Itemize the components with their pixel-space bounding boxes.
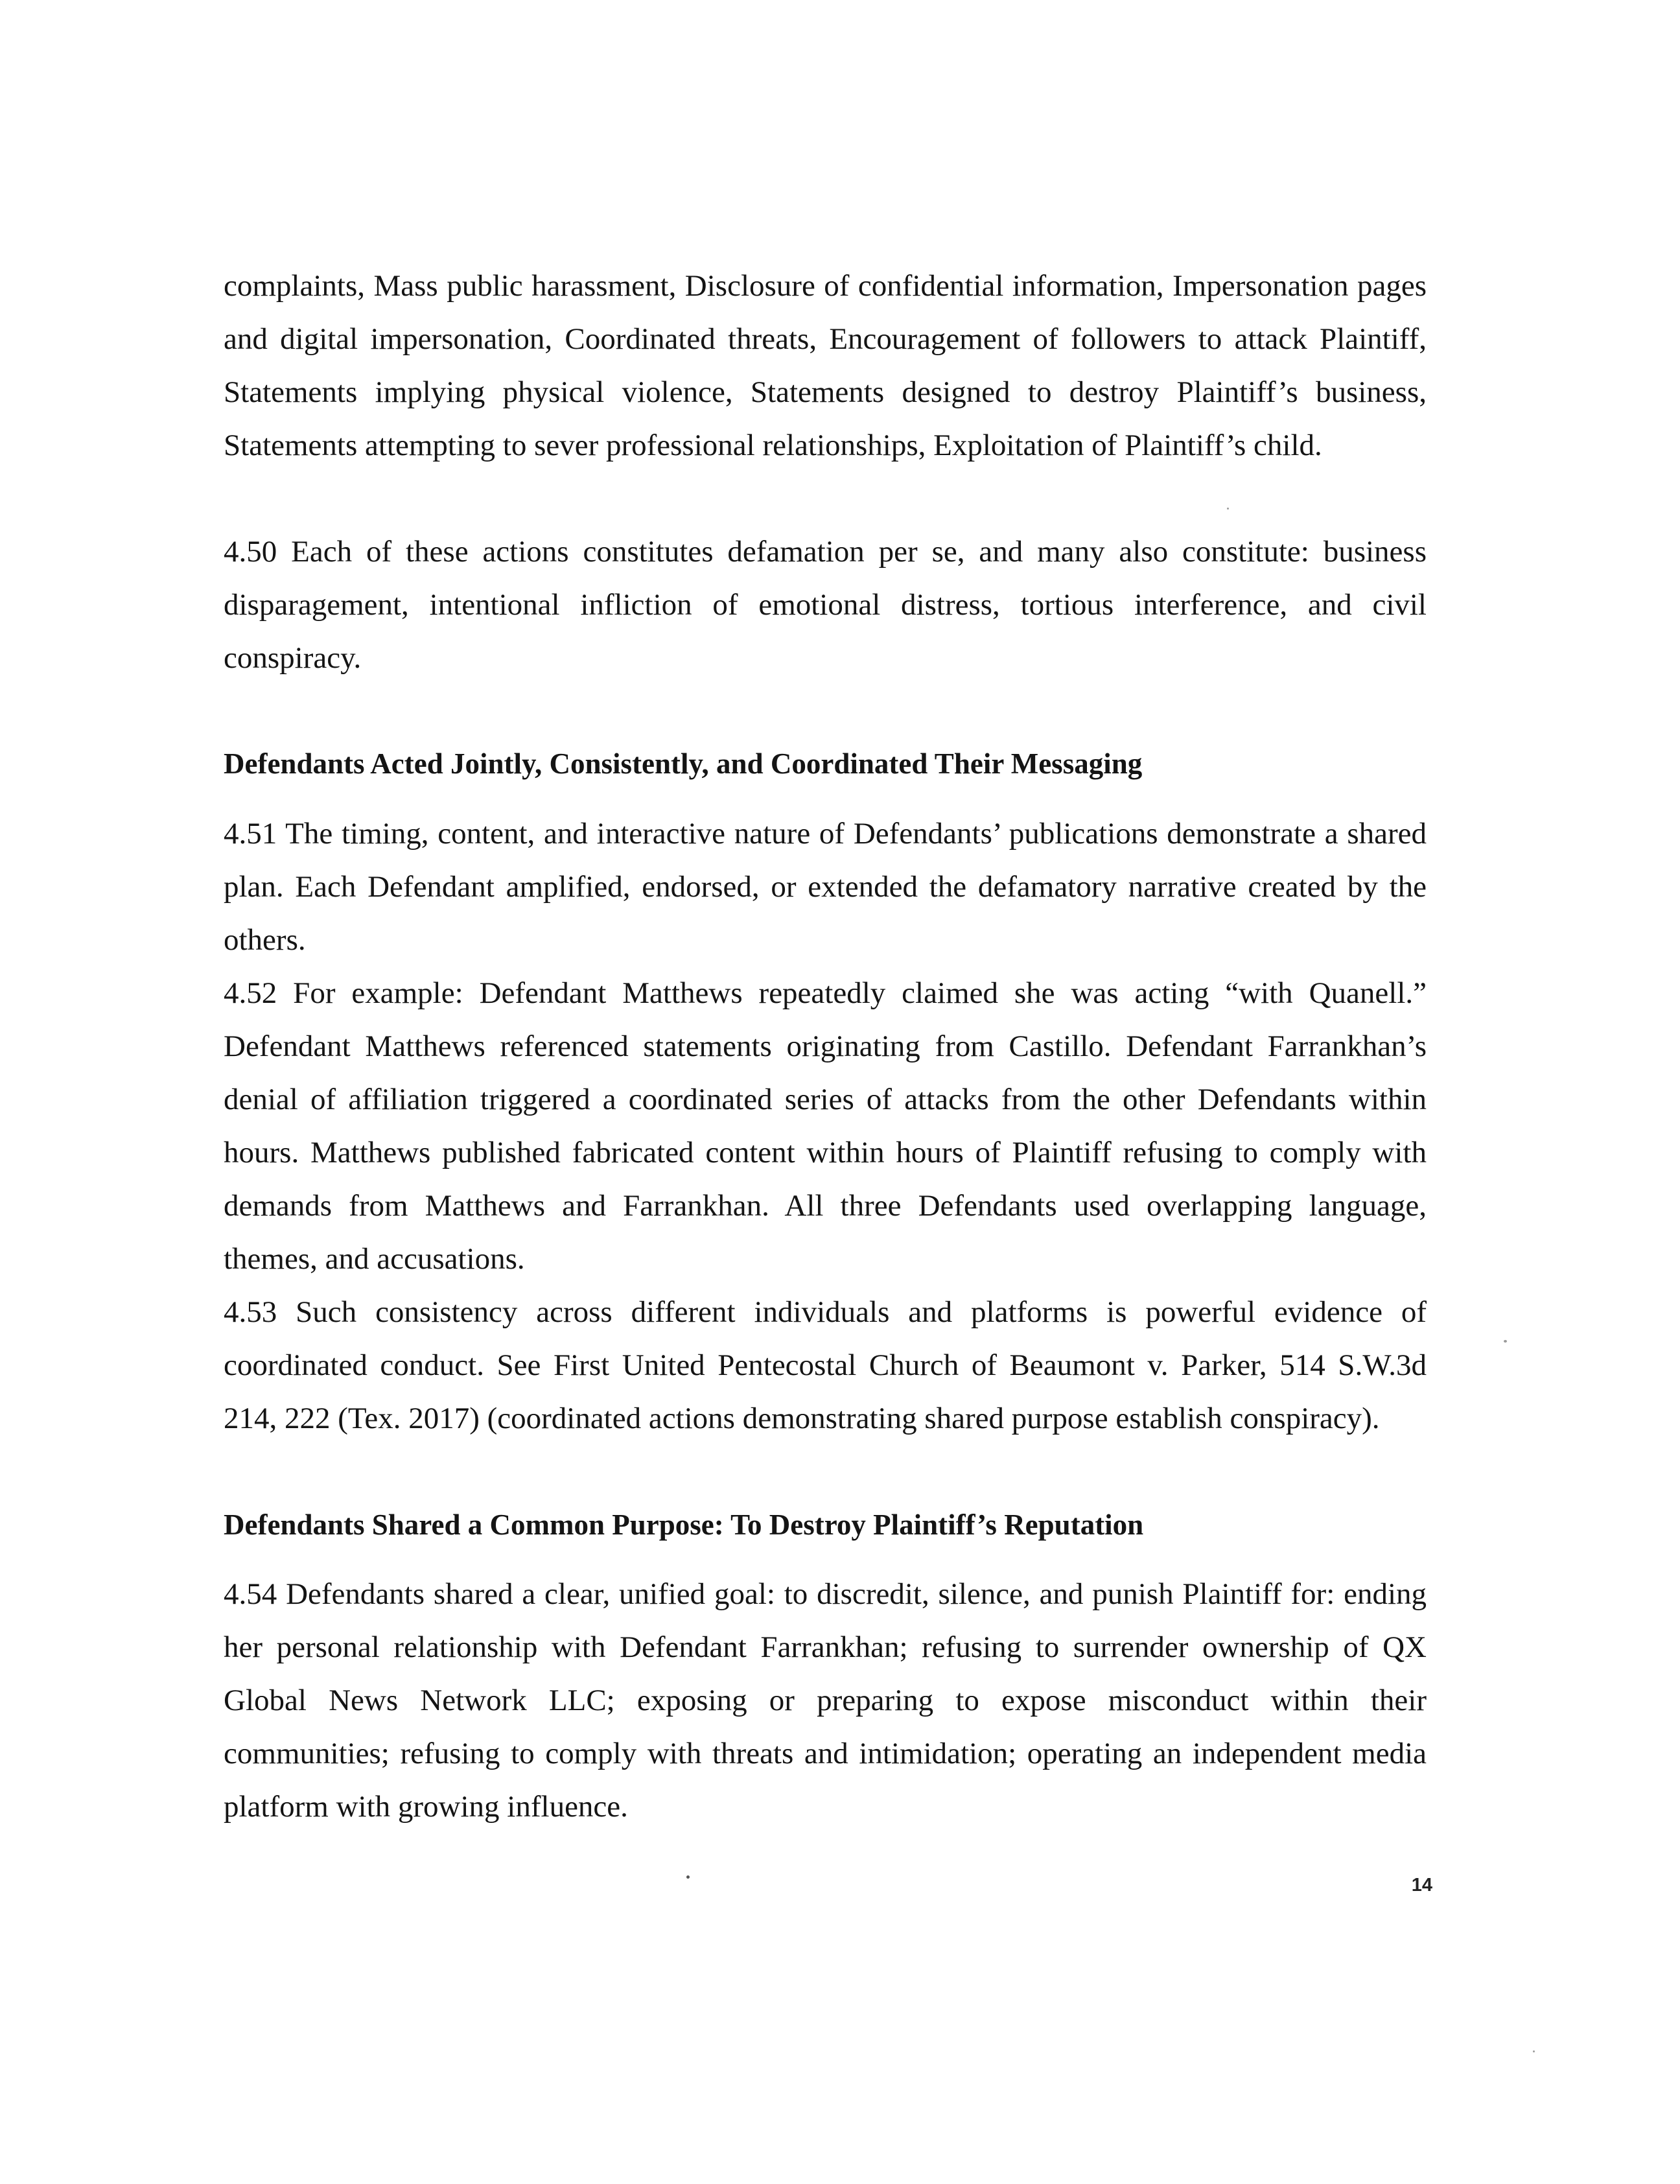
scan-speck (1504, 1340, 1507, 1343)
paragraph-4-51: 4.51 The timing, content, and interactive nature of Defendants’ publications demonstrate a shared plan. Each Defendant amplified, endorsed, or extended the defamatory narrative created by the others. (224, 817, 1427, 957)
paragraph-4-53: 4.53 Such consistency across different individuals and platforms is powerful evidence of coordinated conduct. See First United Pentecostal Church of Beaumont v. Parker, 514 S.W.3d 214, 222 (Tex. 2017) (coordinated actions demonstrating shared purpose establish conspiracy). (224, 1295, 1427, 1435)
paragraph-4-54: 4.54 Defendants shared a clear, unified goal: to discredit, silence, and punish Plaintiff for: ending her personal relationship with Defendant Farrankhan; refusing to surrender ownership of QX Global News Network LLC; exposing or preparing to expose misconduct within their communities; refusing to comply with threats and intimidation; operating an independent media platform with growing influence. (224, 1577, 1427, 1824)
section-heading-common-purpose: Defendants Shared a Common Purpose: To Destroy Plaintiff’s Reputation (224, 1509, 1144, 1541)
page-number: 14 (1411, 1875, 1432, 1896)
scan-speck (1533, 2050, 1535, 2052)
paragraph-4-52: 4.52 For example: Defendant Matthews repeatedly claimed she was acting “with Quanell.” Defendant Matthews referenced statements originating from Castillo. Defendant Farrankhan’s denial of affiliation triggered a coordinated series of attacks from the other Defendants within hours. Matthews published fabricated content within hours of Plaintiff refusing to comply with demands from Matthews and Farrankhan. All three Defendants used overlapping language, themes, and accusations. (224, 976, 1427, 1276)
scan-speck (686, 1875, 690, 1879)
section-heading-acted-jointly: Defendants Acted Jointly, Consistently, and Coordinated Their Messaging (224, 747, 1143, 780)
paragraph-continued-list: complaints, Mass public harassment, Disclosure of confidential information, Impersonation pages and digital impersonation, Coordinated threats, Encouragement of followers to attack Plaintiff, Statements implying physical violence, Statements designed to destroy Plaintiff’s business, Statements attempting to sever professional relationships, Exploitation of Plaintiff’s child. (224, 269, 1427, 462)
scan-speck (1227, 508, 1229, 510)
paragraph-4-50: 4.50 Each of these actions constitutes defamation per se, and many also constitute: business disparagement, intentional infliction of emotional distress, tortious interference, and civil conspiracy. (224, 535, 1427, 675)
